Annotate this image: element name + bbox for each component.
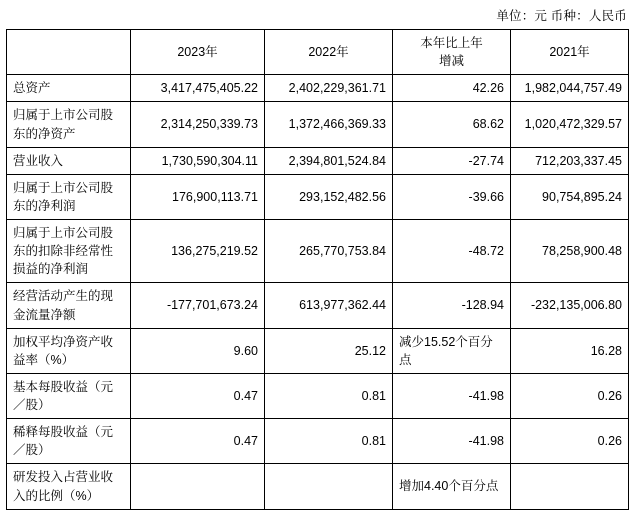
cell-2021: 78,258,900.48 — [511, 220, 629, 283]
table-body — [7, 75, 629, 509]
cell-change: -128.94 — [393, 283, 511, 328]
cell-2021: 16.28 — [511, 328, 629, 373]
cell-change: -48.72 — [393, 220, 511, 283]
cell-change: 68.62 — [393, 102, 511, 147]
cell-2023: 0.47 — [131, 373, 265, 418]
row-label: 营业收入 — [7, 147, 131, 174]
cell-2022: 0.81 — [265, 419, 393, 464]
table-row — [7, 220, 629, 283]
table-header — [7, 30, 629, 75]
row-label: 基本每股收益（元／股） — [7, 373, 131, 418]
cell-change: 42.26 — [393, 75, 511, 102]
row-label: 经营活动产生的现金流量净额 — [7, 283, 131, 328]
cell-2022: 25.12 — [265, 328, 393, 373]
row-label: 归属于上市公司股东的扣除非经常性损益的净利润 — [7, 220, 131, 283]
cell-2023: 2,314,250,339.73 — [131, 102, 265, 147]
cell-change: -27.74 — [393, 147, 511, 174]
cell-2023: 3,417,475,405.22 — [131, 75, 265, 102]
table-row — [7, 464, 629, 509]
table-row — [7, 102, 629, 147]
cell-2021: 1,982,044,757.49 — [511, 75, 629, 102]
cell-2023: 9.60 — [131, 328, 265, 373]
cell-2022: 1,372,466,369.33 — [265, 102, 393, 147]
row-label: 总资产 — [7, 75, 131, 102]
financial-table — [6, 29, 629, 510]
row-label: 研发投入占营业收入的比例（%） — [7, 464, 131, 509]
cell-2021 — [511, 464, 629, 509]
cell-2022 — [265, 464, 393, 509]
cell-2022: 2,394,801,524.84 — [265, 147, 393, 174]
column-header-item — [7, 30, 131, 75]
table-row — [7, 419, 629, 464]
cell-change: 增加4.40个百分点 — [393, 464, 511, 509]
cell-2021: 0.26 — [511, 419, 629, 464]
cell-2023: 136,275,219.52 — [131, 220, 265, 283]
table-row — [7, 328, 629, 373]
column-header-2021: 2021年 — [511, 30, 629, 75]
column-header-change: 本年比上年 增减 — [393, 30, 511, 75]
column-header-2023: 2023年 — [131, 30, 265, 75]
cell-2022: 613,977,362.44 — [265, 283, 393, 328]
cell-2022: 0.81 — [265, 373, 393, 418]
cell-2021: 1,020,472,329.57 — [511, 102, 629, 147]
cell-2021: 0.26 — [511, 373, 629, 418]
table-row — [7, 373, 629, 418]
cell-2023 — [131, 464, 265, 509]
table-header-row — [7, 30, 629, 75]
cell-2023: -177,701,673.24 — [131, 283, 265, 328]
cell-2021: 90,754,895.24 — [511, 174, 629, 219]
table-row — [7, 283, 629, 328]
row-label: 归属于上市公司股东的净资产 — [7, 102, 131, 147]
cell-2022: 2,402,229,361.71 — [265, 75, 393, 102]
cell-2023: 0.47 — [131, 419, 265, 464]
table-row — [7, 174, 629, 219]
row-label: 归属于上市公司股东的净利润 — [7, 174, 131, 219]
cell-change: -39.66 — [393, 174, 511, 219]
cell-change: 减少15.52个百分点 — [393, 328, 511, 373]
cell-2022: 265,770,753.84 — [265, 220, 393, 283]
table-row — [7, 147, 629, 174]
row-label: 稀释每股收益（元／股） — [7, 419, 131, 464]
cell-change: -41.98 — [393, 373, 511, 418]
unit-note: 单位：元 币种：人民币 — [496, 9, 627, 23]
cell-2021: -232,135,006.80 — [511, 283, 629, 328]
cell-2022: 293,152,482.56 — [265, 174, 393, 219]
table-row — [7, 75, 629, 102]
cell-change: -41.98 — [393, 419, 511, 464]
cell-2023: 1,730,590,304.11 — [131, 147, 265, 174]
cell-2021: 712,203,337.45 — [511, 147, 629, 174]
cell-2023: 176,900,113.71 — [131, 174, 265, 219]
row-label: 加权平均净资产收益率（%） — [7, 328, 131, 373]
column-header-2022: 2022年 — [265, 30, 393, 75]
